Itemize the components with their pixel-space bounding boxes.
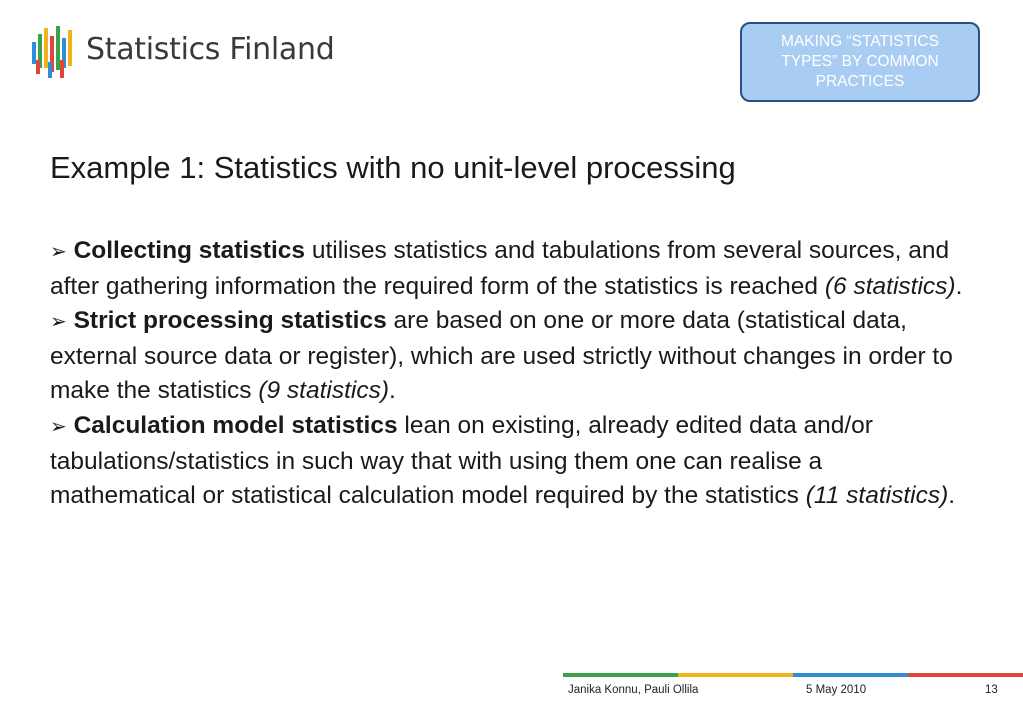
slide-title: Example 1: Statistics with no unit-level processing: [50, 150, 736, 185]
bullet-term: Calculation model statistics: [73, 411, 398, 439]
footer-color-bar: [563, 673, 1023, 677]
bullet-item-calculation: [50, 409, 970, 514]
footer-authors: Janika Konnu, Pauli Ollila: [568, 684, 699, 696]
footer-page-number: 13: [985, 684, 998, 696]
bullet-item-strict: [50, 304, 970, 409]
footer-bar-red: [908, 673, 1023, 677]
bullet-end: .: [948, 482, 956, 510]
bullet-text: lean on existing, already edited data and/or tabulations/statistics in such way that with using them one can realise a mathematical or statistical calculation model required by the statistics: [50, 411, 880, 510]
logo-text: Statistics Finland: [86, 32, 335, 67]
footer-bar-green: [563, 673, 678, 677]
slide-body: [50, 234, 970, 514]
bullet-count: (9 statistics): [258, 377, 390, 405]
bullet-term: Strict processing statistics: [73, 307, 387, 335]
bullet-count: (6 statistics): [824, 272, 956, 300]
footer-bar-yellow: [678, 673, 793, 677]
footer-bar-blue: [793, 673, 908, 677]
bullet-item-collecting: [50, 234, 970, 304]
bullet-term: Collecting statistics: [73, 237, 306, 264]
footer-date: 5 May 2010: [806, 684, 867, 696]
arrow-bullet-icon: ➢: [50, 241, 67, 263]
bullet-count: (11 statistics): [805, 482, 949, 510]
arrow-bullet-icon: ➢: [50, 415, 67, 438]
arrow-bullet-icon: ➢: [50, 311, 67, 334]
statistics-finland-logo: [30, 24, 360, 84]
logo-mark-icon: [30, 24, 78, 82]
bullet-text: are based on one or more data (statistical data, external source data or register), which are used strictly without changes in order to make the statistics: [50, 307, 953, 405]
bullet-end: .: [389, 377, 396, 405]
section-badge: MAKING “STATISTICS TYPES” BY COMMON PRACTICES: [740, 22, 980, 102]
bullet-end: .: [955, 272, 963, 300]
bullet-text: utilises statistics and tabulations from several sources, and after gathering information the required form of the statistics is reached: [50, 237, 950, 300]
